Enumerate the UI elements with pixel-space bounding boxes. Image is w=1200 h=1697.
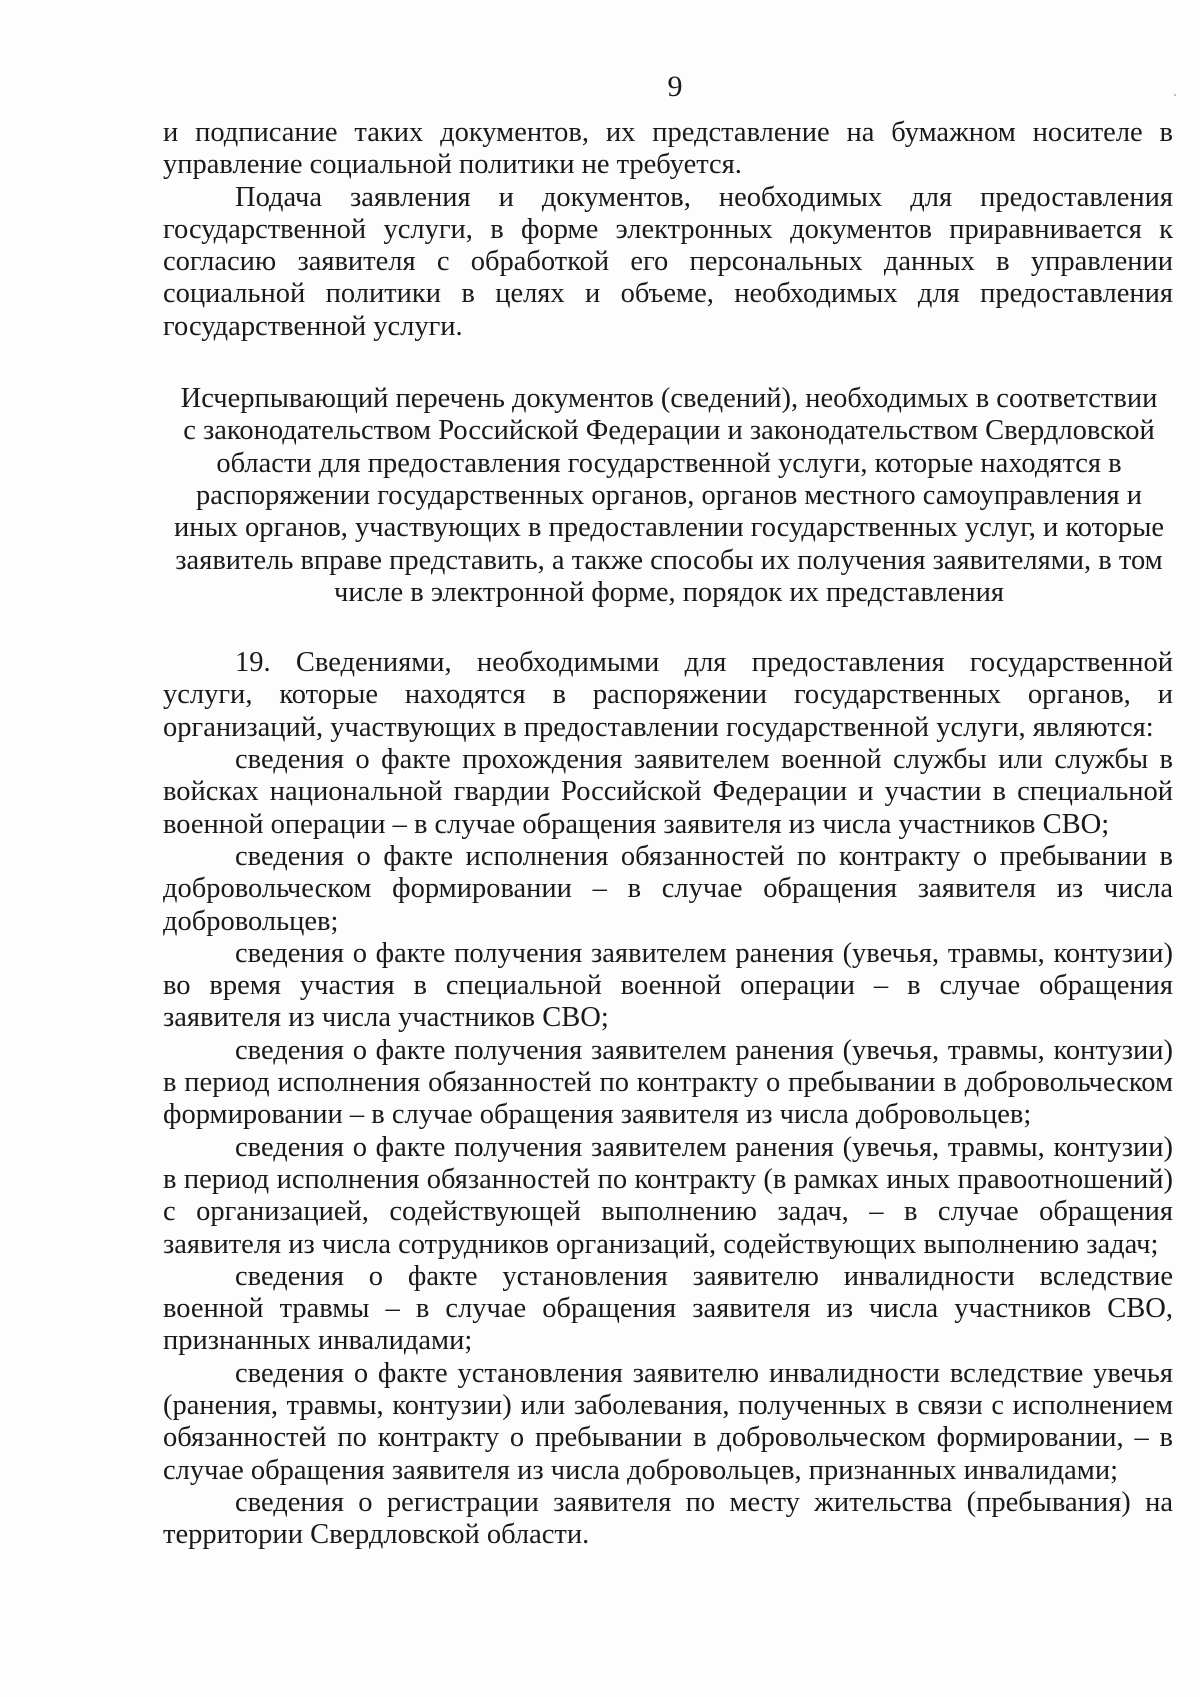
list-item: сведения о регистрации заявителя по месту жительства (пребывания) на территории Свердловской области. [163,1486,1173,1551]
paragraph-continuation: и подписание таких документов, их представление на бумажном носителе в управление социальной политики не требуется. [163,117,1173,181]
list-item: сведения о факте установления заявителю инвалидности вследствие военной травмы – в случае обращения заявителя из числа участников СВО, признанных инвалидами; [163,1260,1173,1357]
spacer [163,609,1173,647]
page-number: 9 [667,70,683,103]
list-item: сведения о факте получения заявителем ранения (увечья, травмы, контузии) во время участия в специальной военной операции – в случае обращения заявителя из числа участников СВО; [163,937,1173,1034]
list-item: сведения о факте установления заявителю инвалидности вследствие увечья (ранения, травмы, контузии) или заболевания, полученных в связи с исполнением обязанностей по контракту о пребывании в добровольческом формировании, – в случае обращения заявителя из числа добровольцев, признанных инвалидами; [163,1357,1173,1486]
item-19-intro: 19. Сведениями, необходимыми для предоставления государственной услуги, которые находятся в распоряжении государственных органов, и организаций, участвующих в предоставлении государственной услуги, являются: [163,647,1173,743]
page-body [163,117,1173,1551]
list-item: сведения о факте получения заявителем ранения (увечья, травмы, контузии) в период исполнения обязанностей по контракту о пребывании в добровольческом формировании – в случае обращения заявителя из числа добровольцев; [163,1034,1173,1131]
paragraph-consent: Подача заявления и документов, необходимых для предоставления государственной услуги, в форме электронных документов приравнивается к согласию заявителя с обработкой его персональных данных в управлении социальной политики в целях и объеме, необходимых для предоставления государственной услуги. [163,181,1173,342]
list-item: сведения о факте получения заявителем ранения (увечья, травмы, контузии) в период исполнения обязанностей по контракту (в рамках иных правоотношений) с организацией, содействующей выполнению задач, – в случае обращения заявителя из числа сотрудников организаций, содействующих выполнению задач; [163,1131,1173,1260]
list-item: сведения о факте прохождения заявителем военной службы или службы в войсках национальной гвардии Российской Федерации и участии в специальной военной операции – в случае обращения заявителя из числа участников СВО; [163,744,1173,840]
list-item: сведения о факте исполнения обязанностей по контракту о пребывании в добровольческом формировании – в случае обращения заявителя из числа добровольцев; [163,840,1173,937]
spacer [163,343,1173,383]
section-heading: Исчерпывающий перечень документов (сведений), необходимых в соответствии с законодательством Российской Федерации и законодательством Свердловской области для предоставления государственной услуги, которые находятся в распоряжении государственных органов, органов местного самоуправления и иных органов, участвующих в предоставлении государственных услуг, и которые заявитель вправе представить, а также способы их получения заявителями, в том числе в электронной форме, порядок их представления [173,383,1165,608]
